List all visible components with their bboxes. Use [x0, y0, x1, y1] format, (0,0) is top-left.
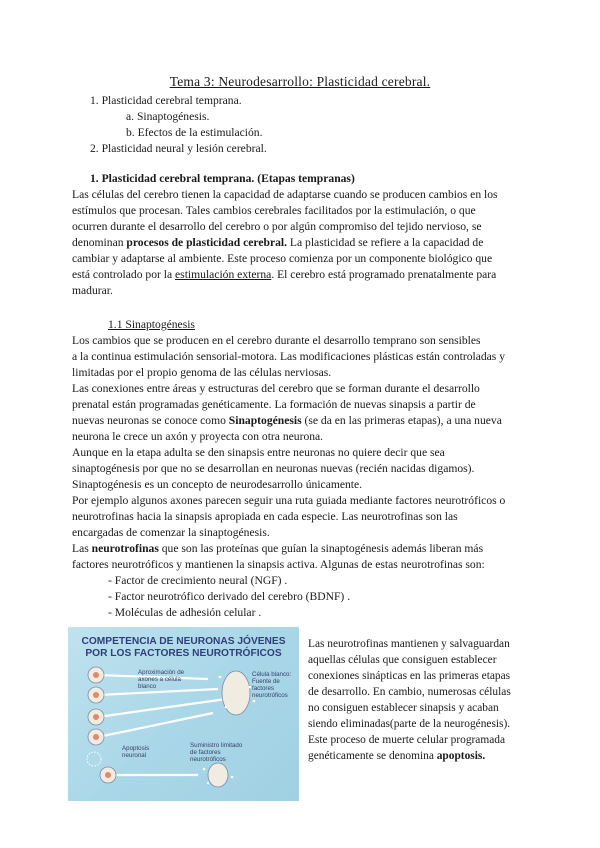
figure-label-line: neurotróficos: [190, 756, 226, 763]
factor-dot: [207, 782, 210, 785]
figure-label-line: de factores: [190, 749, 221, 756]
neuron-diagram: [68, 627, 299, 801]
index-item-2: 2. Plasticidad neural y lesión cerebral.: [90, 142, 267, 155]
text-run: genéticamente se denomina: [308, 750, 437, 762]
figure-label-line: Suministro limitado: [190, 742, 243, 749]
index-item-1b: b. Efectos de la estimulación.: [126, 126, 263, 139]
section-1-line-7: madurar.: [72, 284, 113, 297]
bullet-ngf: - Factor de crecimiento neural (NGF) .: [108, 574, 288, 587]
section-1-1-line-14: [72, 541, 483, 556]
bullet-adhesion: - Moléculas de adhesión celular .: [108, 606, 262, 619]
section-1-1-line-13: encargadas de comenzar la sinaptogénesis.: [72, 526, 270, 539]
side-text-line-8: [308, 749, 485, 764]
side-text-line-3: conexiones sinápticas en las primeras etapas: [308, 670, 511, 682]
section-1-line-5: cambiar y adaptarse al ambiente. Este proceso comienza por un componente biológico que: [72, 252, 493, 265]
text-run: está controlado por la: [72, 268, 176, 281]
side-text-line-6: siendo eliminadas(parte de la neurogénesis).: [308, 718, 511, 730]
text-run: (se da en las primeras etapas), a una nueva: [301, 414, 502, 427]
factor-dot: [249, 686, 252, 689]
nucleus: [93, 734, 99, 740]
figure-label-line: Fuente de: [252, 678, 280, 685]
section-1-1-line-4: Las conexiones entre áreas y estructuras del cerebro que se forman durante el desarrollo: [72, 382, 480, 395]
apoptotic-cell: [87, 752, 101, 766]
figure-label-line: factores: [252, 685, 275, 692]
section-1-line-2: estímulos que procesan. Tales cambios cerebrales facilitados por la estimulación, o que: [72, 204, 476, 217]
figure-title-line-2: POR LOS FACTORES NEUROTRÓFICOS: [85, 648, 282, 659]
bold-term: procesos de plasticidad cerebral.: [126, 236, 288, 249]
section-1-1-heading: 1.1 Sinaptogénesis: [108, 318, 195, 331]
side-text-line-4: de desarrollo. En cambio, numerosas células: [308, 686, 511, 698]
section-1-1-line-1: Los cambios que se producen en el cerebro durante el desarrollo temprano son sensibles: [72, 334, 481, 347]
section-1-1-line-8: Aunque en la etapa adulta se den sinapsis entre neuronas no quiere decir que sea: [72, 446, 445, 459]
figure-label-line: blanco: [138, 683, 157, 690]
section-1-line-6: [72, 267, 496, 282]
underlined-term: estimulación externa: [175, 268, 272, 281]
side-text-line-2: aquellas células que consiguen establecer: [308, 654, 497, 666]
factor-dot: [219, 676, 222, 679]
bold-term: apoptosis.: [436, 750, 486, 762]
nucleus: [93, 672, 99, 678]
label-apoptosis: [122, 745, 149, 759]
section-1-1-line-9: sinaptogénesis por que no se desarrollan en neuronas nuevas (recién nacidas digamos).: [72, 462, 475, 475]
label-axon-approach: [138, 669, 184, 690]
section-1-1-line-2: a la continua estimulación sensorial-motora. Las modificaciones plásticas están controladas y: [72, 350, 506, 363]
section-1-1-line-6: [72, 413, 502, 428]
document-title: Tema 3: Neurodesarrollo: Plasticidad cerebral.: [169, 74, 431, 89]
bullet-bdnf: - Factor neurotrófico derivado del cerebro (BDNF) .: [108, 590, 351, 603]
factor-dot: [203, 768, 206, 771]
axon-line: [98, 713, 213, 737]
neurotrophic-competition-figure: [68, 627, 299, 801]
label-target-cell: [252, 671, 291, 699]
side-text-line-7: Este proceso de muerte celular programada: [308, 734, 506, 746]
nucleus: [93, 714, 99, 720]
figure-label-line: neurotróficos: [252, 692, 288, 699]
bold-term: neurotrofinas: [91, 542, 159, 555]
section-1-1-line-10: Sinaptogénesis es un concepto de neurodesarrollo únicamente.: [72, 478, 363, 491]
factor-dot: [253, 700, 256, 703]
figure-label-line: axones a célula: [138, 676, 181, 683]
figure-label-line: Aproximación de: [138, 669, 185, 676]
index-item-1a: a. Sinaptogénesis.: [126, 110, 210, 123]
text-run: nuevas neuronas se conoce como: [72, 414, 229, 427]
label-limited-supply: [190, 742, 242, 763]
section-1-line-4: [72, 235, 483, 250]
figure-label-line: Apoptosis: [122, 745, 150, 752]
section-1-line-3: ocurren durante el desarrollo del cerebro o por algún compromiso del tejido nervioso, se: [72, 220, 482, 233]
side-text-line-5: no consiguen establecer sinapsis y acaban: [308, 702, 499, 714]
text-run: . El cerebro está programado prenatalmente para: [271, 268, 497, 281]
section-1-heading: 1. Plasticidad cerebral temprana. (Etapas tempranas): [90, 172, 355, 185]
section-1-1-line-3: limitadas por el propio genoma de las células nerviosas.: [72, 366, 332, 379]
factor-dot: [225, 706, 228, 709]
index-item-1: 1. Plasticidad cerebral temprana.: [90, 94, 242, 107]
section-1-1-line-11: Por ejemplo algunos axones parecen seguir una ruta guiada mediante factores neurotróficos o: [72, 494, 506, 507]
figure-label-line: neuronal: [122, 752, 147, 759]
text-run: denominan: [72, 236, 127, 249]
bold-term: Sinaptogénesis: [228, 414, 302, 427]
figure-label-line: Célula blanco:: [252, 671, 292, 678]
section-1-1-line-5: prenatal están programadas genéticamente. La formación de nuevas sinapsis a partir de: [72, 398, 476, 411]
text-run: Las: [72, 542, 92, 555]
nucleus: [93, 692, 99, 698]
section-1-1-line-7: neurona le crece un axón y proyecta con otra neurona.: [72, 430, 324, 443]
text-run: que son las proteínas que guían la sinaptogénesis además liberan más: [158, 542, 484, 555]
text-run: La plasticidad se refiere a la capacidad de: [287, 236, 484, 249]
section-1-1-line-12: neurotrofinas hacia la sinapsis apropiada en cada especie. Las neurotrofinas son las: [72, 510, 458, 523]
side-text-line-1: Las neurotrofinas mantienen y salvaguardan: [308, 638, 510, 650]
nucleus: [105, 772, 111, 778]
target-cell: [222, 671, 250, 715]
figure-title-line-1: COMPETENCIA DE NEURONAS JÓVENES: [81, 636, 286, 647]
section-1-1-line-15: factores neurotróficos y mantienen la sinapsis activa. Algunas de estas neurotrofinas son:: [72, 558, 485, 571]
factor-dot: [231, 776, 234, 779]
target-cell: [208, 763, 228, 787]
section-1-line-1: Las células del cerebro tienen la capacidad de adaptarse cuando se producen cambios en los: [72, 188, 498, 201]
